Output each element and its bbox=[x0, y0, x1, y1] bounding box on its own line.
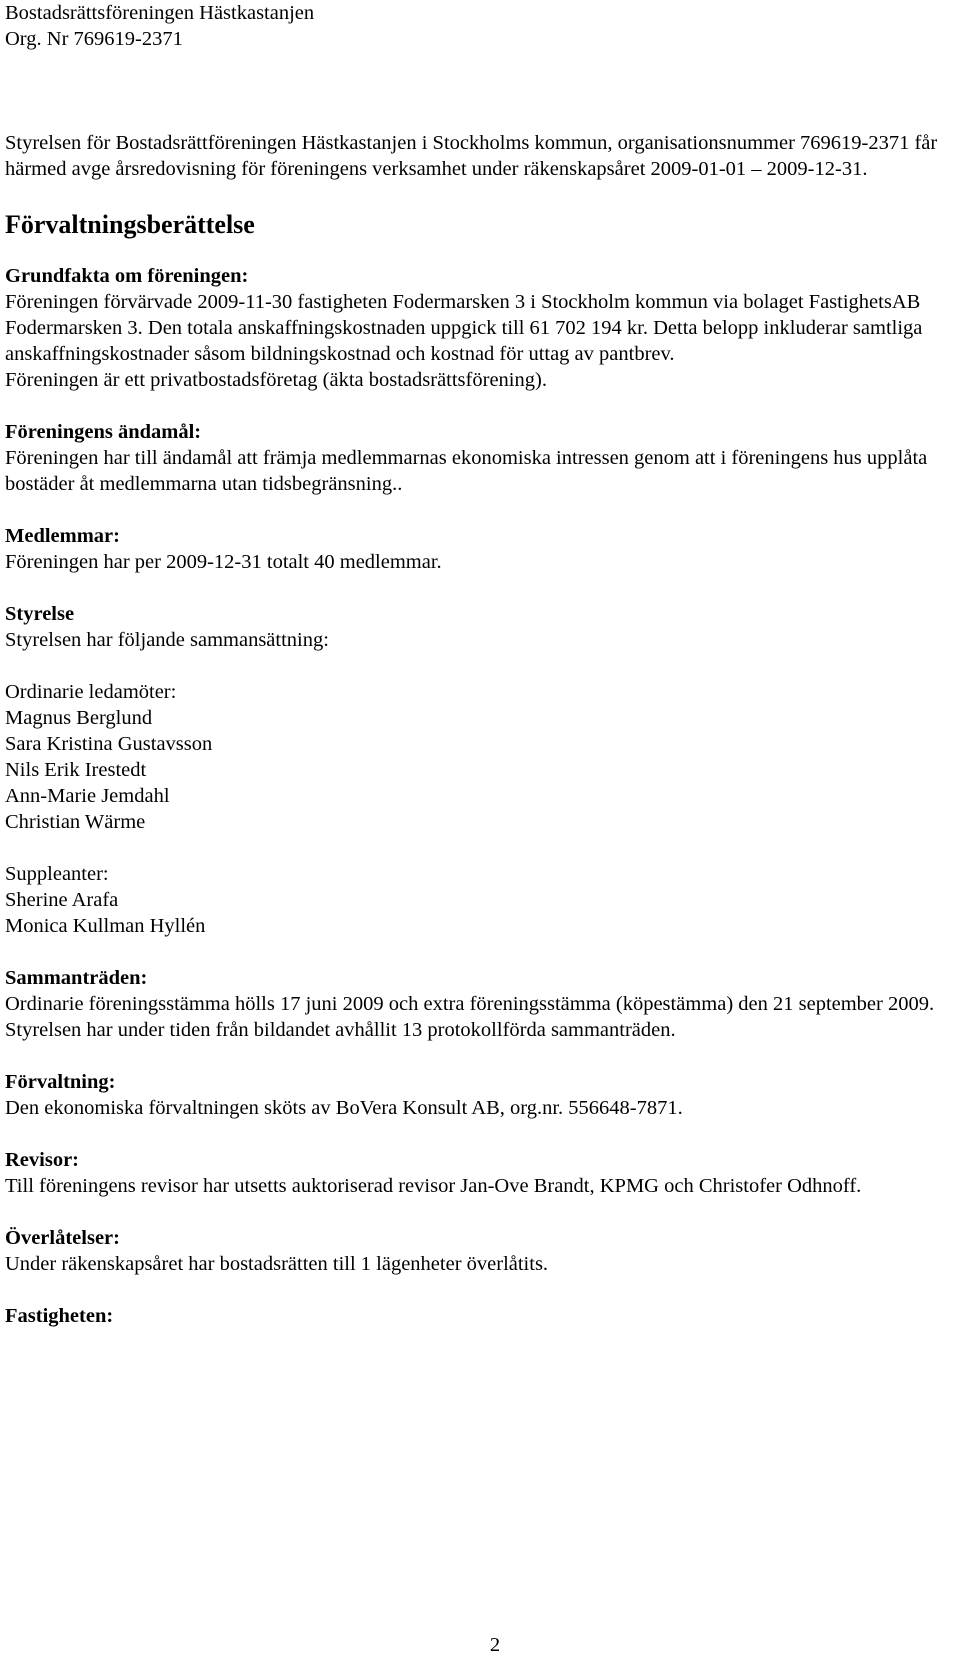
grundfakta-text-2: Föreningen är ett privatbostadsföretag (äkta bostadsrättsförening). bbox=[5, 369, 547, 391]
ordinarie-label: Ordinarie ledamöter: bbox=[5, 681, 177, 703]
section-styrelse bbox=[5, 601, 955, 939]
section-overlatelser bbox=[5, 1225, 955, 1277]
section-revisor bbox=[5, 1147, 955, 1199]
overlatelser-text: Under räkenskapsåret har bostadsrätten till 1 lägenheter överlåtits. bbox=[5, 1253, 549, 1275]
forvaltning-heading: Förvaltning: bbox=[5, 1071, 116, 1093]
fastigheten-heading: Fastigheten: bbox=[5, 1305, 114, 1327]
deputy-member: Sherine Arafa bbox=[5, 889, 119, 911]
board-member: Christian Wärme bbox=[5, 811, 146, 833]
styrelse-heading: Styrelse bbox=[5, 603, 75, 625]
grundfakta-heading: Grundfakta om föreningen: bbox=[5, 265, 249, 287]
medlemmar-text: Föreningen har per 2009-12-31 totalt 40 medlemmar. bbox=[5, 551, 442, 573]
board-member: Sara Kristina Gustavsson bbox=[5, 733, 213, 755]
main-heading: Förvaltningsberättelse bbox=[5, 210, 255, 239]
section-forvaltning bbox=[5, 1069, 955, 1121]
board-member: Magnus Berglund bbox=[5, 707, 153, 729]
forvaltning-text: Den ekonomiska förvaltningen sköts av BoVera Konsult AB, org.nr. 556648-7871. bbox=[5, 1097, 683, 1119]
section-fastigheten bbox=[5, 1303, 955, 1329]
org-name: Bostadsrättsföreningen Hästkastanjen bbox=[5, 2, 315, 24]
sammantraden-text: Ordinarie föreningsstämma hölls 17 juni 2009 och extra föreningsstämma (köpestämma) den 21 september 2009. bbox=[5, 993, 935, 1015]
andamal-heading: Föreningens ändamål: bbox=[5, 421, 202, 443]
section-sammantraden bbox=[5, 965, 955, 1043]
board-member: Nils Erik Irestedt bbox=[5, 759, 147, 781]
deputy-member: Monica Kullman Hyllén bbox=[5, 915, 206, 937]
section-andamal bbox=[5, 419, 955, 497]
andamal-text: Föreningen har till ändamål att främja medlemmarnas ekonomiska intressen genom att i föreningens hus upplåta bostäder åt medlemmarna utan tidsbegränsning.. bbox=[5, 447, 928, 495]
medlemmar-heading: Medlemmar: bbox=[5, 525, 120, 547]
sammantraden-text-2: Styrelsen har under tiden från bildandet avhållit 13 protokollförda sammanträden. bbox=[5, 1019, 676, 1041]
overlatelser-heading: Överlåtelser: bbox=[5, 1227, 120, 1249]
revisor-text: Till föreningens revisor har utsetts auktoriserad revisor Jan-Ove Brandt, KPMG och Christofer Odhnoff. bbox=[5, 1175, 862, 1197]
grundfakta-text: Föreningen förvärvade 2009-11-30 fastigheten Fodermarsken 3 i Stockholm kommun via bolaget FastighetsAB Fodermarsken 3. Den totala anskaffningskostnaden uppgick till 61 702 194 kr. Detta belopp inkluderar samtliga anskaffningskostnader såsom bildningskostnad och kostnad för uttag av pantbrev. bbox=[5, 291, 923, 365]
org-number: Org. Nr 769619-2371 bbox=[5, 28, 183, 50]
section-medlemmar bbox=[5, 523, 955, 575]
page-number: 2 bbox=[489, 1634, 501, 1656]
section-grundfakta bbox=[5, 263, 955, 393]
revisor-heading: Revisor: bbox=[5, 1149, 80, 1171]
styrelse-text: Styrelsen har följande sammansättning: bbox=[5, 629, 329, 651]
sammantraden-heading: Sammanträden: bbox=[5, 967, 148, 989]
board-member: Ann-Marie Jemdahl bbox=[5, 785, 170, 807]
document-body bbox=[5, 0, 955, 1329]
suppleanter-label: Suppleanter: bbox=[5, 863, 109, 885]
intro-paragraph: Styrelsen för Bostadsrättföreningen Hästkastanjen i Stockholms kommun, organisationsnummer 769619-2371 får härmed avge årsredovisning för föreningens verksamhet under räkenskapsåret 2009-01-01 – 2009-12-31. bbox=[5, 132, 938, 180]
